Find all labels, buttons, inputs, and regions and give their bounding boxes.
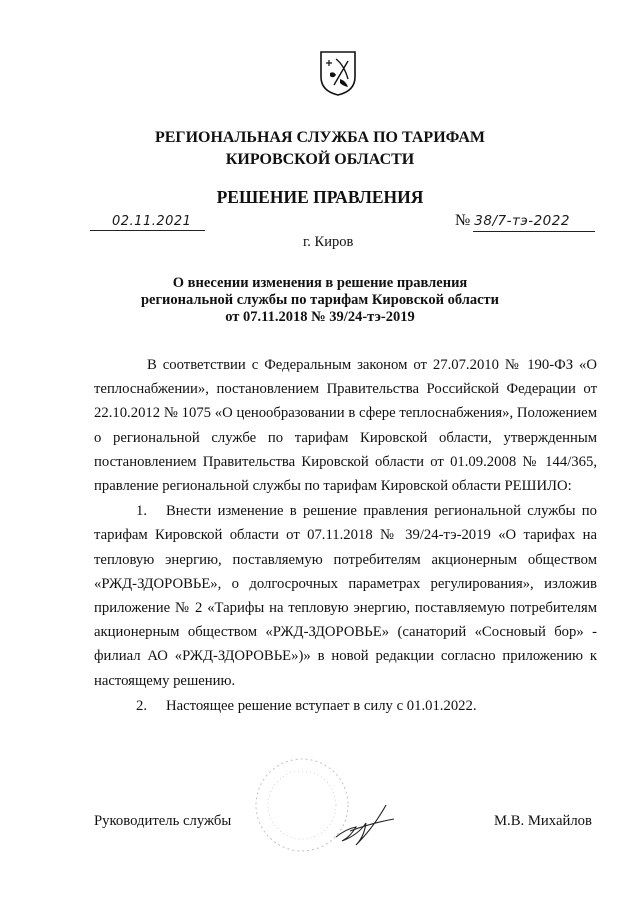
number-field	[455, 212, 595, 232]
item-text: Внести изменение в решение правления региональной службы по тарифам Кировской области от 07.11.2018 № 39/24-тэ-2019 «О тарифах на тепловую энергию, поставляемую потребителям акционерным обществом «РЖД-ЗДОРОВЬЕ», о долгосрочных параметрах регулирования», изложив приложение № 2 «Тарифы на тепловую энергию, поставляемую потребителям акционерным обществом «РЖД-ЗДОРОВЬЕ» (санаторий «Сосновый бор» - филиал АО «РЖД-ЗДОРОВЬЕ»)» в новой редакции согласно приложению к настоящему решению.	[94, 503, 597, 689]
date-field	[90, 214, 205, 231]
date-underline	[90, 230, 205, 231]
coat-of-arms	[318, 49, 358, 97]
handwritten-signature	[330, 793, 410, 853]
decision-item	[94, 694, 597, 718]
item-number: 1.	[136, 503, 148, 520]
item-text: Настоящее решение вступает в силу с 01.01.2022.	[166, 697, 477, 714]
number-underline	[473, 231, 595, 232]
preamble-paragraph: В соответствии с Федеральным законом от 27.07.2010 № 190-ФЗ «О теплоснабжении», постановлением Правительства Российской Федерации от 22.10.2012 № 1075 «О ценообразовании в сфере теплоснабжения», Положением о региональной службе по тарифам Кировской области, утвержденным постановлением Правительства Кировской области от 01.09.2008 № 144/365, правление региональной службы по тарифам Кировской области РЕШИЛО:	[94, 357, 597, 495]
item-number: 2.	[136, 697, 148, 714]
city: г. Киров	[303, 234, 354, 250]
document-body	[94, 353, 597, 718]
subject-line1: О внесении изменения в решение правления	[172, 275, 468, 291]
number-handwritten: 38/7-тэ-2022	[474, 213, 570, 229]
org-name-line2: КИРОВСКОЙ ОБЛАСТИ	[225, 151, 415, 168]
subject-line3: от 07.11.2018 № 39/24-тэ-2019	[225, 309, 415, 325]
kirov-coat-of-arms-icon	[318, 49, 358, 97]
decision-item	[94, 499, 597, 693]
number-label: №	[455, 212, 471, 229]
signer-position: Руководитель службы	[94, 813, 232, 829]
document-title: РЕШЕНИЕ ПРАВЛЕНИЯ	[216, 187, 424, 207]
subject-line2: региональной службы по тарифам Кировской области	[140, 292, 500, 308]
date-handwritten: 02.11.2021	[112, 214, 192, 229]
signer-name: М.В. Михайлов	[494, 813, 592, 829]
org-name-line1: РЕГИОНАЛЬНАЯ СЛУЖБА ПО ТАРИФАМ	[154, 129, 486, 146]
